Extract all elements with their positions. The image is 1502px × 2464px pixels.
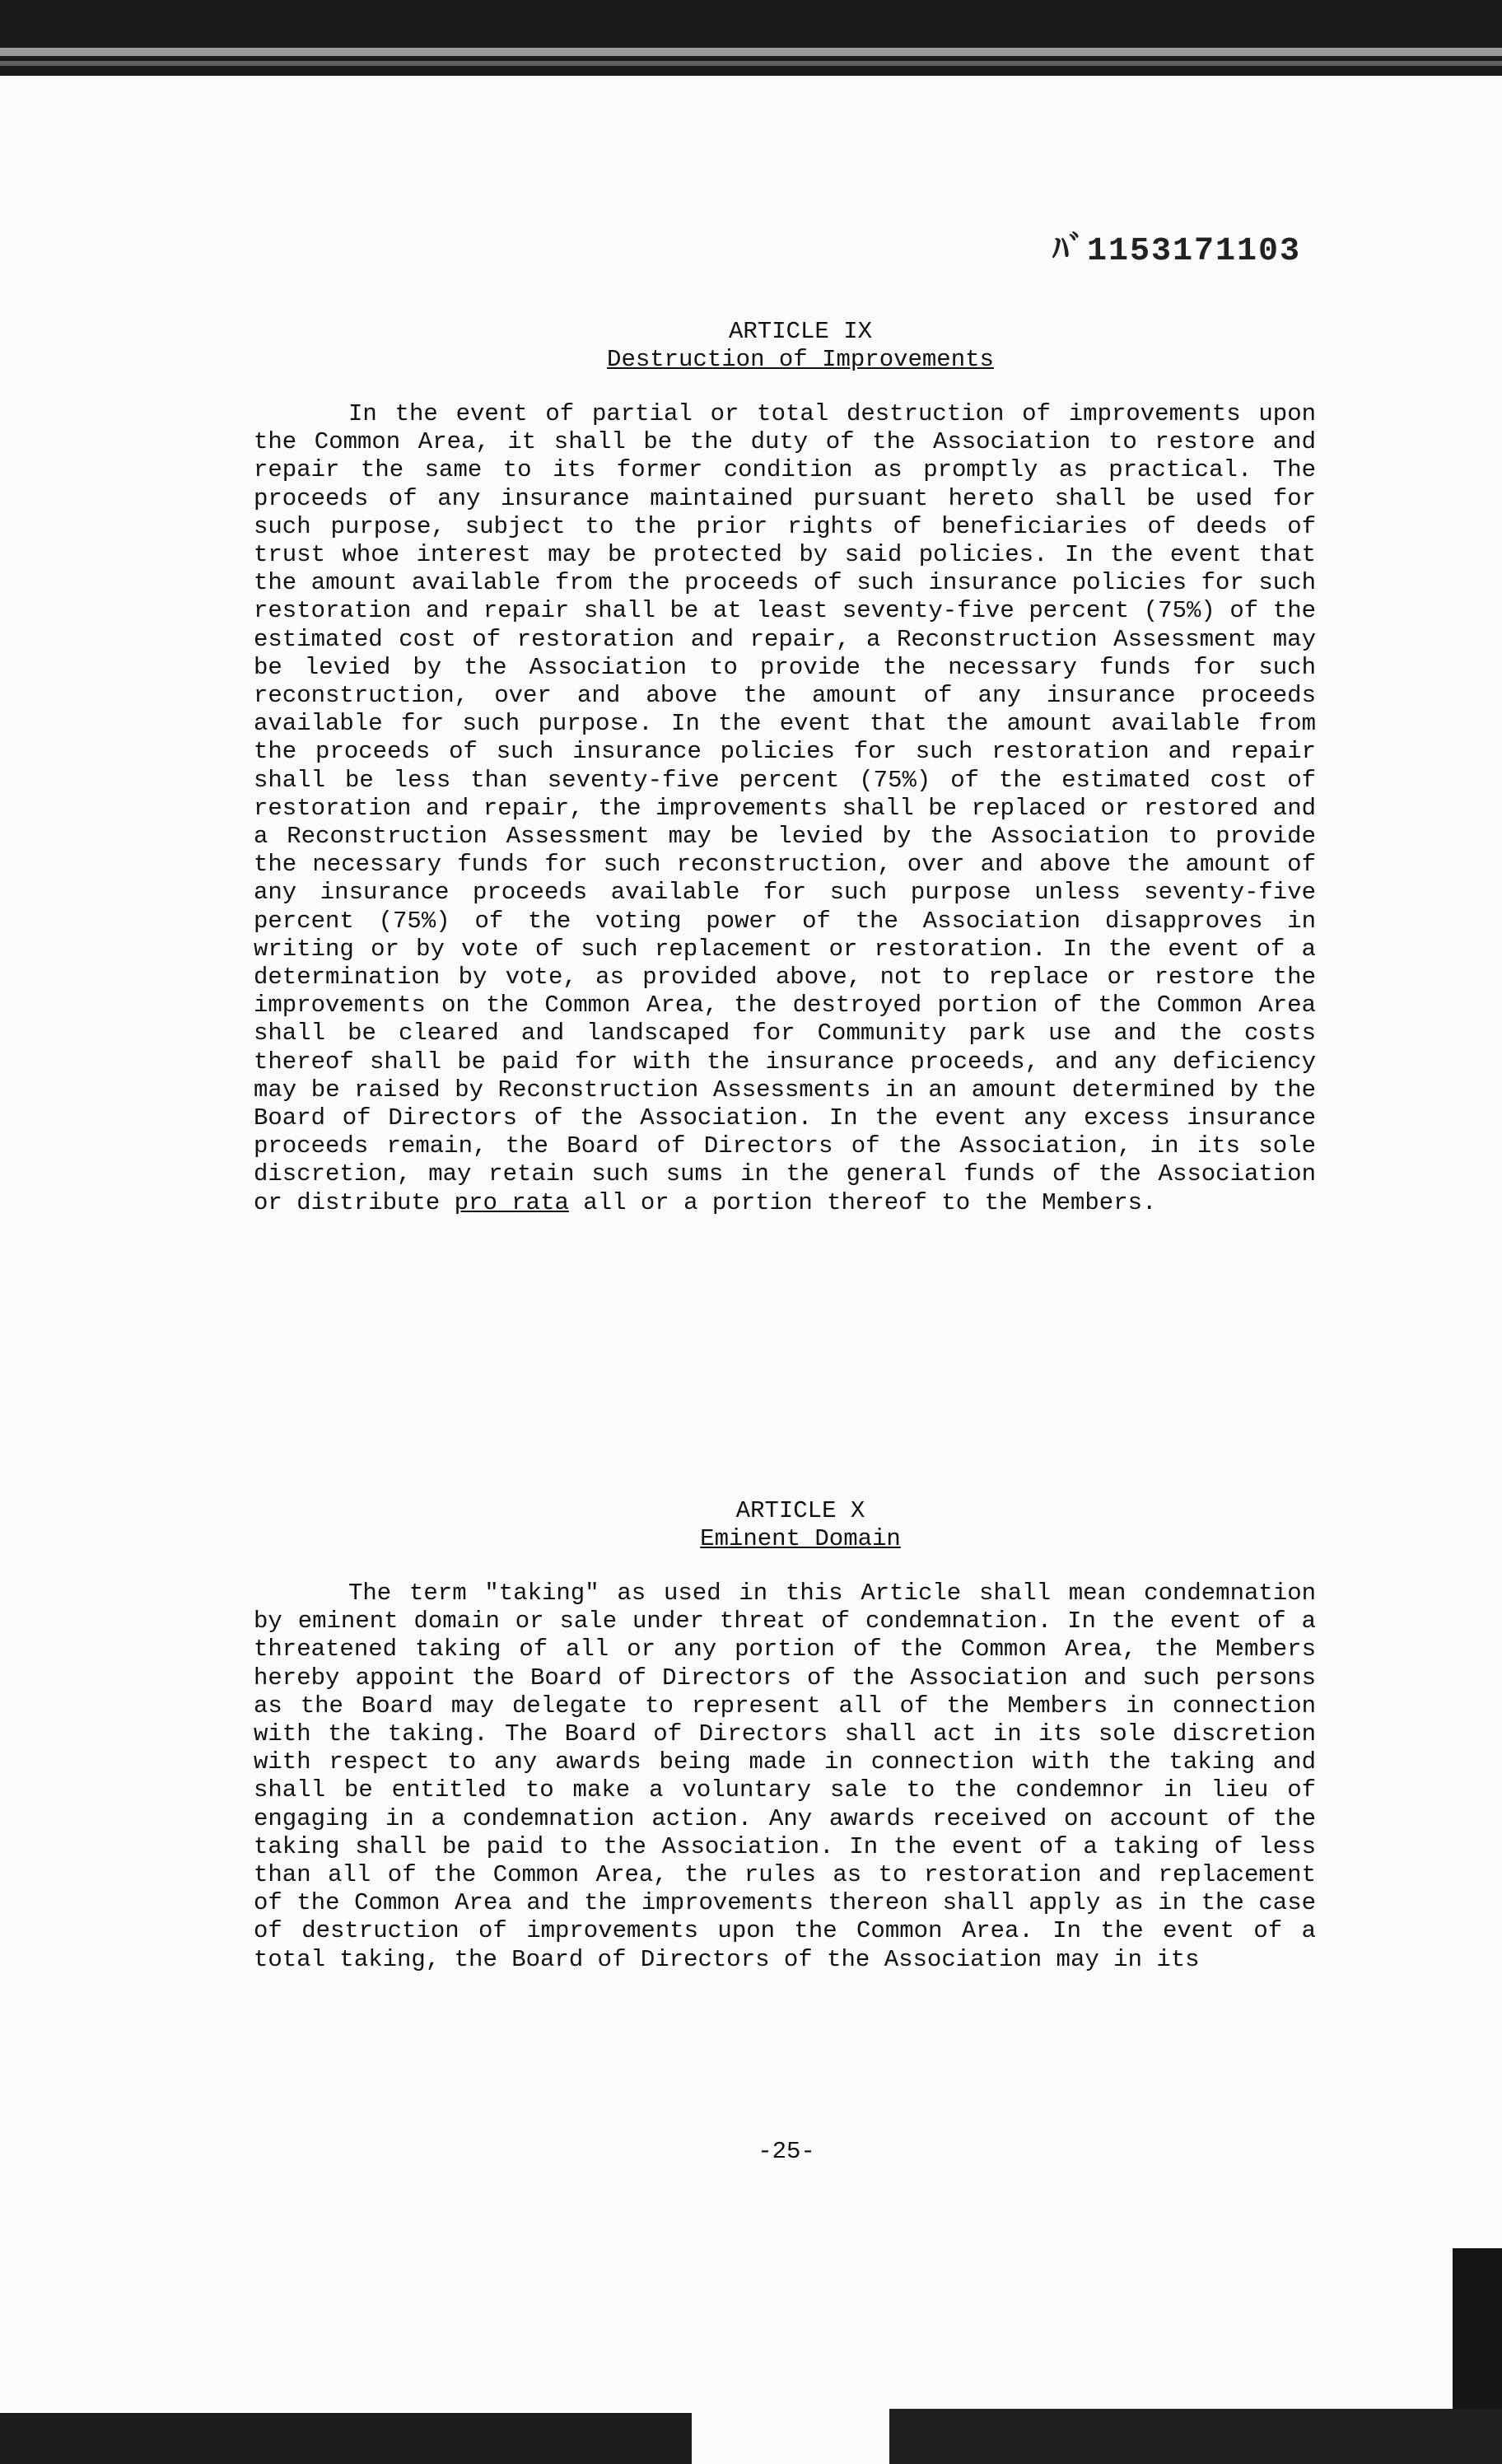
- article-ix-text-start: In the event of partial or total destruction of improvements upon the Common Area, it shall be the duty of the Association to restore and repair the same to its former condition as promptly as practical. The proceeds of any insurance maintained pursuant hereto shall be used for such purpose, subject to the prior rights of beneficiaries of deeds of trust whoe interest may be protected by said policies. In the event that the amount available from the proceeds of such insurance policies for such restoration and repair shall be at least seventy-five percent (75%) of the estimated cost of restoration and repair, a Reconstruction Assessment may be levied by the Association to provide the necessary funds for such reconstruction, over and above the amount of any insurance proceeds available for such purpose. In the event that the amount available from the proceeds of such insurance policies for such restoration and repair shall be less than seventy-five percent (75%) of the estimated cost of restoration and repair, the improvements shall be replaced or restored and a Reconstruction Assessment may be levied by the Association to provide the necessary funds for such reconstruction, over and above the amount of any insurance proceeds available for such purpose unless seventy-five percent (75%) of the voting power of the Association disapproves in writing or by vote of such replacement or restoration. In the event of a determination by vote, as provided above, not to replace or restore the improvements on the Common Area, the destroyed portion of the Common Area shall be cleared and landscaped for Community park use and the costs thereof shall be paid for with the insurance proceeds, and any deficiency may be raised by Reconstruction Assessments in an amount determined by the Board of Directors of the Association. In the event any excess insurance proceeds remain, the Board of Directors of the Association, in its sole discretion, may retain such sums in the general funds of the Association or distribute: [254, 400, 1316, 1216]
- scan-band: [0, 48, 1502, 56]
- article-x-paragraph: The term "taking" as used in this Article shall mean condemnation by eminent domain or sale under threat of condemnation. In the event of a threatened taking of all or any portion of the Common Area, the Members hereby appoint the Board of Directors of the Association and such persons as the Board may delegate to represent all of the Members in connection with the taking. The Board of Directors shall act in its sole discretion with respect to any awards being made in connection with the taking and shall be entitled to make a voluntary sale to the condemnor in lieu of engaging in a condemnation action. Any awards received on account of the taking shall be paid to the Association. In the event of a taking of less than all of the Common Area, the rules as to restoration and replacement of the Common Area and the improvements thereon shall apply as in the case of destruction of improvements upon the Common Area. In the event of a total taking, the Board of Directors of the Association may in its: [254, 1580, 1316, 1973]
- article-ix-emphasis: pro rata: [454, 1188, 569, 1216]
- article-ix-subtitle: Destruction of Improvements: [607, 346, 994, 373]
- scan-border-bottom-left: [0, 2413, 692, 2464]
- scan-border-bottom-right: [889, 2409, 1502, 2464]
- page-number: -25-: [758, 2138, 815, 2165]
- scan-border-top: [0, 0, 1502, 76]
- scan-band: [0, 61, 1502, 66]
- article-ix-text-end: all or a portion thereof to the Members.: [583, 1188, 1157, 1216]
- article-x-subtitle: Eminent Domain: [700, 1525, 901, 1552]
- article-ix-title: ARTICLE IX: [728, 318, 873, 345]
- document-number: ﾊﾞ1153171103: [1052, 233, 1302, 270]
- article-ix-heading: [0, 318, 1502, 374]
- article-x-title: ARTICLE X: [735, 1497, 865, 1524]
- article-x-heading: [0, 1497, 1502, 1553]
- article-ix-paragraph: [254, 400, 1316, 1217]
